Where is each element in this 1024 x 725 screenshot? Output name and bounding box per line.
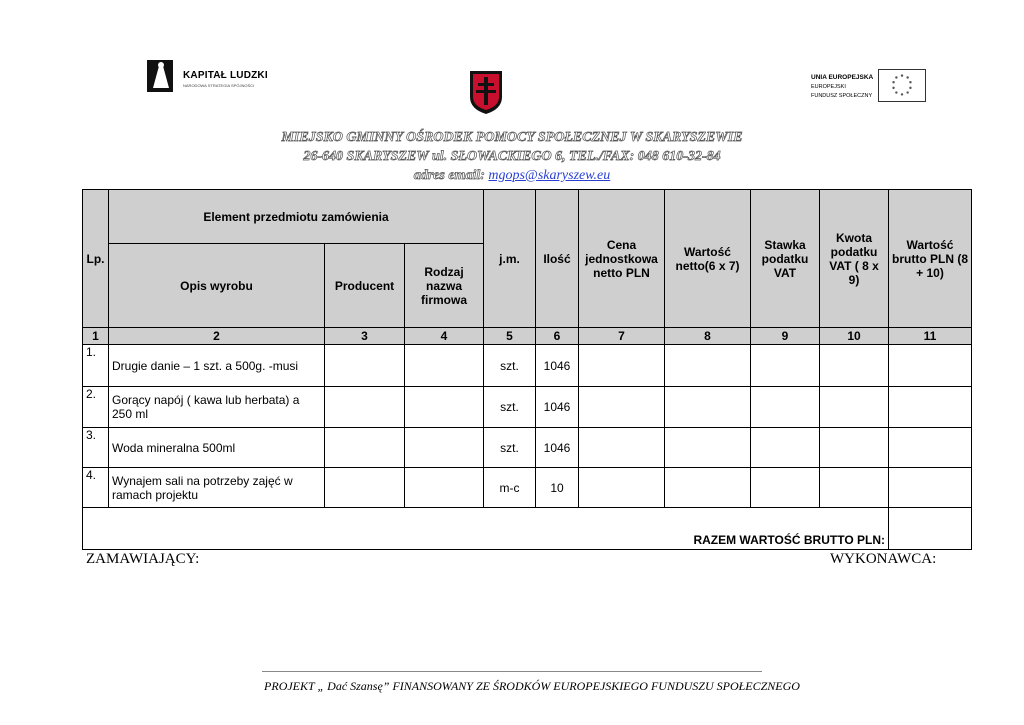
row-lp: 2. [83, 387, 109, 428]
skaryszew-crest-icon [468, 69, 504, 115]
row-stawka-cell[interactable] [751, 345, 820, 387]
row-producent-cell[interactable] [325, 428, 405, 468]
row-lp: 3. [83, 428, 109, 468]
header-brutto: Wartość brutto PLN (8 + 10) [889, 190, 972, 328]
row-cena-cell[interactable] [579, 387, 665, 428]
row-opis: Wynajem sali na potrzeby zajęć w ramach projektu [109, 468, 325, 508]
project-footer: PROJEKT „ Dać Szansę” FINANSOWANY ZE ŚRODKÓW EUROPEJSKIEGO FUNDUSZU SPOŁECZNEGO [264, 679, 800, 693]
row-lp: 1. [83, 345, 109, 387]
eu-logo-line3: FUNDUSZ SPOŁECZNY [811, 93, 873, 99]
eu-logo-line1: UNIA EUROPEJSKA [811, 74, 874, 81]
row-ilosc: 1046 [536, 345, 579, 387]
column-number: 2 [109, 328, 325, 345]
row-stawka-cell[interactable] [751, 428, 820, 468]
eu-logo-line2: EUROPEJSKI [811, 84, 846, 90]
kapital-ludzki-logo [145, 58, 285, 98]
header-rodzaj: Rodzaj nazwa firmowa [405, 244, 484, 328]
kapital-ludzki-mark-icon [145, 58, 177, 94]
table-row [83, 428, 972, 468]
row-kwota-cell[interactable] [820, 468, 889, 508]
header-kwota: Kwota podatku VAT ( 8 x 9) [820, 190, 889, 328]
institution-address: 26-640 SKARYSZEW ul. SŁOWACKIEGO 6, TEL./FAX: 048 610-32-84 [303, 149, 721, 164]
row-opis: Drugie danie – 1 szt. a 500g. -musi [109, 345, 325, 387]
row-jm: szt. [484, 345, 536, 387]
row-cena-cell[interactable] [579, 468, 665, 508]
row-rodzaj-cell[interactable] [405, 428, 484, 468]
row-rodzaj-cell[interactable] [405, 345, 484, 387]
row-jm: szt. [484, 428, 536, 468]
header-jm: j.m. [484, 190, 536, 328]
column-number: 7 [579, 328, 665, 345]
row-opis: Woda mineralna 500ml [109, 428, 325, 468]
column-number: 4 [405, 328, 484, 345]
row-jm: m-c [484, 468, 536, 508]
column-number: 1 [83, 328, 109, 345]
total-value-cell[interactable] [889, 508, 972, 550]
row-ilosc: 10 [536, 468, 579, 508]
row-stawka-cell[interactable] [751, 387, 820, 428]
row-netto-cell[interactable] [665, 345, 751, 387]
column-number: 8 [665, 328, 751, 345]
header-opis: Opis wyrobu [109, 244, 325, 328]
row-opis: Gorący napój ( kawa lub herbata) a 250 ml [109, 387, 325, 428]
footer-divider [262, 671, 762, 672]
row-ilosc: 1046 [536, 387, 579, 428]
table-row [83, 468, 972, 508]
row-rodzaj-cell[interactable] [405, 468, 484, 508]
institution-name: MIEJSKO GMINNY OŚRODEK POMOCY SPOŁECZNEJ W SKARYSZEWIE [281, 130, 743, 145]
signature-zamawiajacy: ZAMAWIAJĄCY: [86, 551, 200, 567]
row-rodzaj-cell[interactable] [405, 387, 484, 428]
email-link[interactable]: mgops@skaryszew.eu [488, 168, 611, 183]
header-element: Element przedmiotu zamówienia [109, 190, 484, 244]
column-number: 11 [889, 328, 972, 345]
row-netto-cell[interactable] [665, 428, 751, 468]
total-row [83, 508, 972, 550]
row-producent-cell[interactable] [325, 345, 405, 387]
header-producent: Producent [325, 244, 405, 328]
email-label: adres email: [413, 168, 489, 183]
column-number: 10 [820, 328, 889, 345]
header-ilosc: Ilość [536, 190, 579, 328]
header-stawka: Stawka podatku VAT [751, 190, 820, 328]
row-lp: 4. [83, 468, 109, 508]
table-row [83, 345, 972, 387]
row-kwota-cell[interactable] [820, 387, 889, 428]
institution-header [200, 128, 824, 185]
row-netto-cell[interactable] [665, 387, 751, 428]
institution-email-line [200, 166, 824, 185]
row-brutto-cell[interactable] [889, 428, 972, 468]
row-brutto-cell[interactable] [889, 468, 972, 508]
row-brutto-cell[interactable] [889, 387, 972, 428]
eu-efs-logo [808, 68, 928, 106]
row-cena-cell[interactable] [579, 345, 665, 387]
kapital-ludzki-subtitle: NARODOWA STRATEGIA SPÓJNOŚCI [183, 83, 255, 88]
row-producent-cell[interactable] [325, 468, 405, 508]
row-jm: szt. [484, 387, 536, 428]
column-number: 9 [751, 328, 820, 345]
table-row [83, 387, 972, 428]
signature-wykonawca: WYKONAWCA: [830, 551, 937, 567]
column-number: 5 [484, 328, 536, 345]
header-lp: Lp. [83, 190, 109, 328]
column-number: 6 [536, 328, 579, 345]
row-stawka-cell[interactable] [751, 468, 820, 508]
row-kwota-cell[interactable] [820, 345, 889, 387]
header-cena: Cena jednostkowa netto PLN [579, 190, 665, 328]
total-label: RAZEM WARTOŚĆ BRUTTO PLN: [83, 508, 889, 550]
row-ilosc: 1046 [536, 428, 579, 468]
row-producent-cell[interactable] [325, 387, 405, 428]
row-netto-cell[interactable] [665, 468, 751, 508]
row-cena-cell[interactable] [579, 428, 665, 468]
column-number: 3 [325, 328, 405, 345]
kapital-ludzki-title: KAPITAŁ LUDZKI [183, 70, 268, 81]
eu-flag-icon [878, 69, 926, 102]
row-kwota-cell[interactable] [820, 428, 889, 468]
header-wartosc-netto: Wartość netto(6 x 7) [665, 190, 751, 328]
row-brutto-cell[interactable] [889, 345, 972, 387]
order-table [82, 189, 972, 550]
